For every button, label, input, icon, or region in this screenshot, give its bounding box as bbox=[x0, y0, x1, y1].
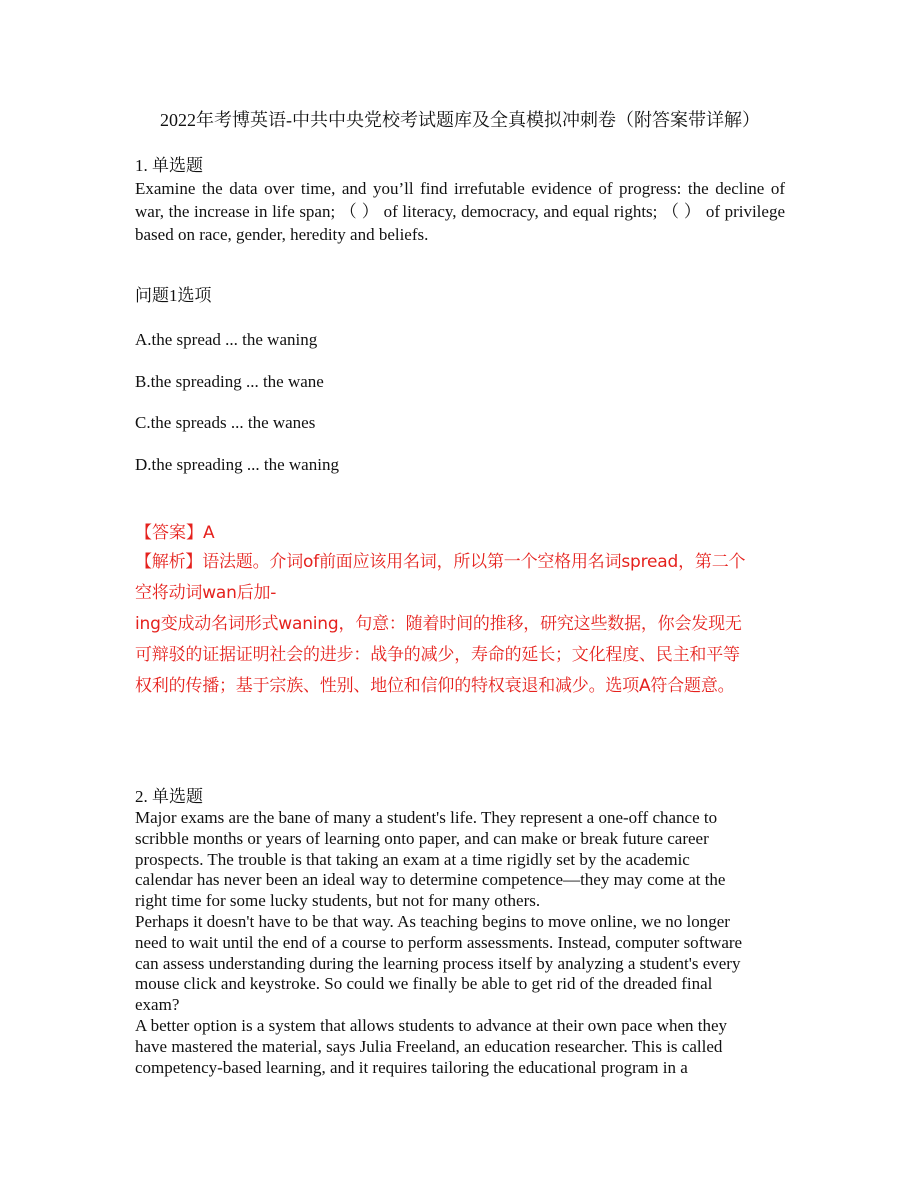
passage-line: A better option is a system that allows students to advance at their own pace when they bbox=[135, 1015, 728, 1035]
passage-line: have mastered the material, says Julia Freeland, an education researcher. This is called bbox=[135, 1036, 723, 1056]
passage-line: Major exams are the bane of many a student's life. They represent a one-off chance to bbox=[135, 808, 718, 827]
passage-line: calendar has never been an ideal way to determine competence—they may come at the bbox=[135, 870, 726, 890]
passage-line: competency-based learning, and it requires tailoring the educational program in a bbox=[135, 1057, 688, 1077]
passage-line: scribble months or years of learning onto paper, and can make or break future career bbox=[135, 828, 709, 848]
question-2 bbox=[135, 786, 795, 1078]
question-1-option-c[interactable]: C.the spreads ... the wanes bbox=[135, 413, 316, 432]
question-2-number: 2. 单选题 bbox=[135, 787, 203, 806]
question-1-answer: 【答案】A bbox=[135, 523, 215, 543]
question-1-number: 1. 单选题 bbox=[135, 156, 203, 175]
passage-line: can assess understanding during the learning process itself by analyzing a student's every bbox=[135, 953, 741, 973]
passage-line: need to wait until the end of a course to perform assessments. Instead, computer software bbox=[135, 932, 743, 952]
question-1 bbox=[135, 155, 785, 246]
question-1-stem: Examine the data over time, and you’ll find irrefutable evidence of progress: the decline of war, the increase in life span; （ ） of literacy, democracy, and equal rights; （ ） of privilege based on race, gender, heredity and beliefs. bbox=[135, 179, 785, 244]
question-1-option-d[interactable]: D.the spreading ... the waning bbox=[135, 455, 339, 474]
question-1-option-a[interactable]: A.the spread ... the waning bbox=[135, 330, 318, 349]
passage-line: Perhaps it doesn't have to be that way. As teaching begins to move online, we no longer bbox=[135, 911, 730, 931]
question-1-explanation-line: ing变成动名词形式waning，句意：随着时间的推移，研究这些数据，你会发现无 bbox=[135, 614, 742, 634]
passage-line: exam? bbox=[135, 995, 180, 1015]
question-1-explanation-line: 可辩驳的证据证明社会的进步：战争的减少，寿命的延长；文化程度、民主和平等 bbox=[135, 645, 740, 665]
question-1-option-b[interactable]: B.the spreading ... the wane bbox=[135, 372, 324, 391]
document-title: 2022年考博英语-中共中央党校考试题库及全真模拟冲刺卷（附答案带详解） bbox=[160, 110, 760, 130]
passage-line: mouse click and keystroke. So could we finally be able to get rid of the dreaded final bbox=[135, 974, 713, 994]
passage-line: right time for some lucky students, but not for many others. bbox=[135, 891, 541, 911]
question-1-sub-label bbox=[135, 285, 785, 307]
question-2-passage bbox=[135, 808, 795, 1078]
question-1-options-label: 问题1选项 bbox=[135, 286, 212, 305]
question-1-explanation-line: 空将动词wan后加- bbox=[135, 583, 277, 603]
passage-line: prospects. The trouble is that taking an exam at a time rigidly set by the academic bbox=[135, 849, 690, 869]
question-1-explanation-line: 【解析】语法题。介词of前面应该用名词，所以第一个空格用名词spread，第二个 bbox=[135, 552, 746, 572]
question-1-explanation-line: 权利的传播；基于宗族、性别、地位和信仰的特权衰退和减少。选项A符合题意。 bbox=[135, 676, 735, 696]
question-1-answer-section bbox=[135, 521, 790, 702]
